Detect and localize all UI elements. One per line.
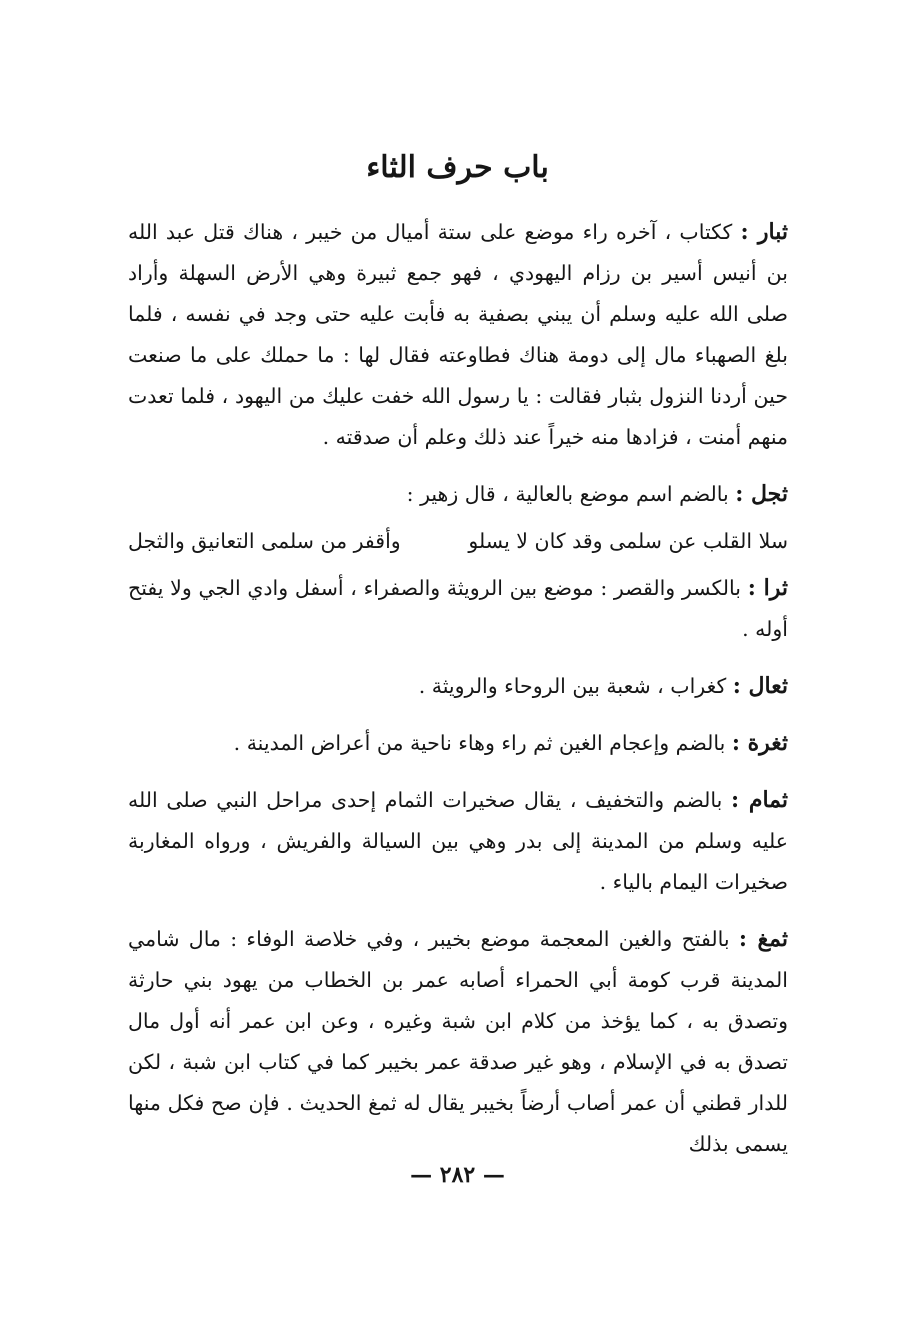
- entry-text: كغراب ، شعبة بين الروحاء والرويثة .: [418, 674, 733, 698]
- entry-thara: [128, 568, 788, 650]
- entry-thamgh: [128, 919, 788, 1165]
- verse-first-hemistich: سلا القلب عن سلمى وقد كان لا يسلو: [468, 529, 788, 553]
- entry-headword: ثبار :: [740, 219, 788, 245]
- poetry-verse: [128, 521, 788, 562]
- entry-thumam: [128, 780, 788, 903]
- page-body: [128, 212, 788, 1181]
- entry-headword: ثغرة :: [731, 730, 788, 756]
- page-number: — ٢٨٢ —: [410, 1162, 505, 1188]
- chapter-title: باب حرف الثاء: [366, 150, 549, 185]
- entry-text: بالضم والتخفيف ، يقال صخيرات الثمام إحدى مراحل النبي صلى الله عليه وسلم من المدينة إلى بدر وهي بين السيالة والفريش ، ورواه المغاربة صخيرات اليمام بالياء .: [128, 788, 788, 894]
- entry-text: بالكسر والقصر : موضع بين الرويثة والصفراء ، أسفل وادي الجي ولا يفتح أوله .: [128, 576, 788, 641]
- entry-headword: ثمغ :: [738, 926, 788, 952]
- verse-second-hemistich: وأقفر من سلمى التعانيق والثجل: [128, 529, 401, 553]
- entry-text: بالضم وإعجام الغين ثم راء وهاء ناحية من أعراض المدينة .: [233, 731, 732, 755]
- entry-headword: ثجل :: [735, 481, 788, 507]
- entry-text: بالضم اسم موضع بالعالية ، قال زهير :: [406, 482, 736, 506]
- entry-text: ككتاب ، آخره راء موضع على ستة أميال من خيبر ، هناك قتل عبد الله بن أنيس أسير بن رزام اليهودي ، فهو جمع ثبيرة وهي الأرض السهلة وأراد صلى الله عليه وسلم أن يبني بصفية به فأبت عليه حتى وجد في نفسه ، فلما بلغ الصهباء مال إلى دومة هناك فطاوعته فقال لها : ما حملك على ما صنعت حين أردنا النزول بثبار فقالت : يا رسول الله خفت عليك من اليهود ، فلما تعدت منهم أمنت ، فزادها منه خيراً عند ذلك وعلم أن صدقته .: [128, 220, 788, 449]
- entry-headword: ثمام :: [730, 787, 788, 813]
- entry-text: بالفتح والغين المعجمة موضع بخيبر ، وفي خلاصة الوفاء : مال شامي المدينة قرب كومة أبي الحمراء أصابه عمر بن الخطاب من يهود بني حارثة وتصدق به ، كما يؤخذ من كلام ابن شبة وغيره ، وعن ابن عمر أنه أول مال تصدق به في الإسلام ، وهو غير صدقة عمر بخيبر كما في كتاب ابن شبة ، لكن للدار قطني أن عمر أصاب أرضاً بخيبر يقال له ثمغ الحديث . فإن صح فكل منها يسمى بذلك: [128, 927, 788, 1156]
- entry-thughra: [128, 723, 788, 764]
- entry-headword: ثرا :: [747, 575, 789, 601]
- entry-thujl: [128, 474, 788, 515]
- entry-headword: ثعال :: [732, 673, 788, 699]
- entry-thubar: [128, 212, 788, 458]
- entry-thual: [128, 666, 788, 707]
